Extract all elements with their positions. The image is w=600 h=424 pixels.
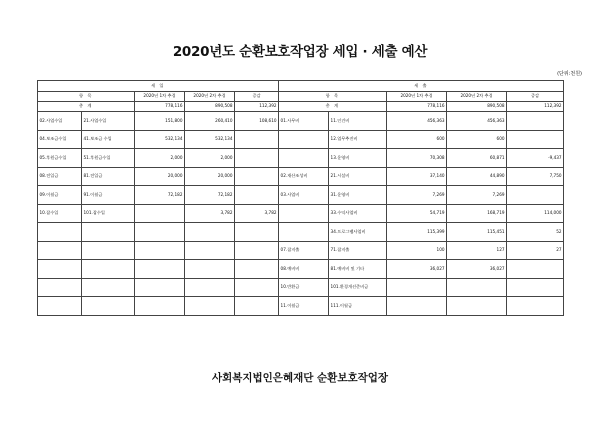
document-title: 2020년도 순환보호작업장 세입 · 세출 예산 — [172, 44, 428, 60]
expenditure-hang: 31.운영비 — [329, 186, 387, 205]
expenditure-gwan — [279, 223, 329, 242]
table-row — [38, 112, 564, 131]
expenditure-second: 60,871 — [447, 149, 507, 168]
revenue-change — [235, 167, 279, 186]
expenditure-change: -9,437 — [507, 149, 564, 168]
expenditure-gwan — [279, 130, 329, 149]
blank-cell — [38, 260, 82, 279]
table-row — [38, 186, 564, 205]
blank-cell — [185, 223, 235, 242]
revenue-total-change: 112,392 — [235, 102, 279, 112]
blank-cell — [235, 297, 279, 316]
expenditure-gwan: 10.반환금 — [279, 278, 329, 297]
expenditure-first: 600 — [387, 130, 447, 149]
expenditure-total-change: 112,392 — [507, 102, 564, 112]
expenditure-hang: 21.시설비 — [329, 167, 387, 186]
revenue-change-header: 증감 — [235, 92, 279, 102]
table-row — [38, 223, 564, 242]
revenue-first: 72,182 — [135, 186, 185, 205]
expenditure-change: 27 — [507, 241, 564, 260]
blank-cell — [235, 260, 279, 279]
expenditure-change: 7,750 — [507, 167, 564, 186]
expenditure-second: 456,363 — [447, 112, 507, 131]
expenditure-first: 37,140 — [387, 167, 447, 186]
table-row — [38, 130, 564, 149]
revenue-change: 3,782 — [235, 204, 279, 223]
expenditure-second: 44,890 — [447, 167, 507, 186]
revenue-first: 532,134 — [135, 130, 185, 149]
blank-cell — [235, 223, 279, 242]
blank-cell — [38, 223, 82, 242]
expenditure-gwan: 01.사무비 — [279, 112, 329, 131]
expenditure-gwan: 02.재산조성비 — [279, 167, 329, 186]
expenditure-section-header: 세 출 — [279, 81, 564, 92]
expenditure-second: 168,719 — [447, 204, 507, 223]
table-row — [38, 278, 564, 297]
expenditure-gwan: 11.이월금 — [279, 297, 329, 316]
blank-cell — [82, 223, 135, 242]
revenue-gwan: 10.잡수입 — [38, 204, 82, 223]
revenue-gwan: 09.이월금 — [38, 186, 82, 205]
expenditure-second: 7,269 — [447, 186, 507, 205]
expenditure-first: 115,399 — [387, 223, 447, 242]
blank-cell — [135, 241, 185, 260]
expenditure-first — [387, 297, 447, 316]
expenditure-change — [507, 112, 564, 131]
revenue-item-header: 항 목 — [38, 92, 135, 102]
revenue-section-header: 세 입 — [38, 81, 279, 92]
revenue-second: 2,000 — [185, 149, 235, 168]
expenditure-first: 456,363 — [387, 112, 447, 131]
expenditure-hang: 101.환경개선준비금 — [329, 278, 387, 297]
organization-name: 사회복지법인은혜재단 순환보호작업장 — [211, 372, 389, 384]
revenue-total-label: 총 계 — [38, 102, 135, 112]
expenditure-total-label: 총 계 — [279, 102, 387, 112]
revenue-change: 108,610 — [235, 112, 279, 131]
expenditure-change — [507, 130, 564, 149]
blank-cell — [38, 241, 82, 260]
blank-cell — [185, 241, 235, 260]
expenditure-total-second: 890,508 — [447, 102, 507, 112]
expenditure-second: 36,027 — [447, 260, 507, 279]
revenue-change — [235, 186, 279, 205]
revenue-gwan: 04.보조금수입 — [38, 130, 82, 149]
blank-cell — [135, 278, 185, 297]
expenditure-first-header: 2020년 1차 추경 — [387, 92, 447, 102]
expenditure-change — [507, 278, 564, 297]
expenditure-hang: 111.이월금 — [329, 297, 387, 316]
blank-cell — [235, 241, 279, 260]
blank-cell — [135, 223, 185, 242]
blank-cell — [185, 297, 235, 316]
expenditure-first: 70,308 — [387, 149, 447, 168]
expenditure-gwan — [279, 149, 329, 168]
table-row — [38, 241, 564, 260]
table-row — [38, 297, 564, 316]
expenditure-first — [387, 278, 447, 297]
blank-cell — [135, 260, 185, 279]
revenue-first-header: 2020년 1차 추경 — [135, 92, 185, 102]
expenditure-item-header: 항 목 — [279, 92, 387, 102]
table-row — [38, 260, 564, 279]
expenditure-hang: 34.프로그램사업비 — [329, 223, 387, 242]
blank-cell — [38, 297, 82, 316]
table-row — [38, 149, 564, 168]
expenditure-change — [507, 186, 564, 205]
expenditure-hang: 71.잡지출 — [329, 241, 387, 260]
revenue-second: 72,182 — [185, 186, 235, 205]
expenditure-hang: 13.운영비 — [329, 149, 387, 168]
expenditure-hang: 12.업무추진비 — [329, 130, 387, 149]
blank-cell — [38, 278, 82, 297]
revenue-second: 20,000 — [185, 167, 235, 186]
blank-cell — [185, 260, 235, 279]
expenditure-change — [507, 260, 564, 279]
revenue-gwan: 05.후원금수입 — [38, 149, 82, 168]
revenue-hang: 21.사업수입 — [82, 112, 135, 131]
expenditure-change-header: 증감 — [507, 92, 564, 102]
revenue-change — [235, 130, 279, 149]
expenditure-hang: 81.예비비 및 기타 — [329, 260, 387, 279]
expenditure-change: 52 — [507, 223, 564, 242]
budget-table — [37, 80, 564, 316]
expenditure-gwan: 07.잡지출 — [279, 241, 329, 260]
expenditure-first: 100 — [387, 241, 447, 260]
expenditure-gwan: 03.사업비 — [279, 186, 329, 205]
expenditure-second: 600 — [447, 130, 507, 149]
revenue-hang: 91.이월금 — [82, 186, 135, 205]
revenue-gwan: 08.전입금 — [38, 167, 82, 186]
expenditure-second-header: 2020년 2차 추경 — [447, 92, 507, 102]
blank-cell — [82, 260, 135, 279]
revenue-first: 151,800 — [135, 112, 185, 131]
revenue-hang: 41.보조금 수입 — [82, 130, 135, 149]
blank-cell — [82, 278, 135, 297]
revenue-hang: 81.전입금 — [82, 167, 135, 186]
expenditure-hang: 33.수익사업비 — [329, 204, 387, 223]
table-row — [38, 204, 564, 223]
expenditure-change: 114,000 — [507, 204, 564, 223]
revenue-total-second: 890,508 — [185, 102, 235, 112]
expenditure-second: 127 — [447, 241, 507, 260]
blank-cell — [135, 297, 185, 316]
revenue-second: 260,410 — [185, 112, 235, 131]
expenditure-second: 115,451 — [447, 223, 507, 242]
revenue-second: 532,134 — [185, 130, 235, 149]
revenue-change — [235, 149, 279, 168]
blank-cell — [82, 297, 135, 316]
revenue-first — [135, 204, 185, 223]
expenditure-second — [447, 297, 507, 316]
table-row — [38, 167, 564, 186]
revenue-hang: 101.잡수입 — [82, 204, 135, 223]
expenditure-first: 7,269 — [387, 186, 447, 205]
unit-label: (단위:천원) — [557, 71, 582, 77]
revenue-total-first: 778,116 — [135, 102, 185, 112]
revenue-second-header: 2020년 2차 추경 — [185, 92, 235, 102]
expenditure-change — [507, 297, 564, 316]
blank-cell — [235, 278, 279, 297]
expenditure-second — [447, 278, 507, 297]
revenue-second: 3,782 — [185, 204, 235, 223]
revenue-first: 20,000 — [135, 167, 185, 186]
expenditure-first: 54,719 — [387, 204, 447, 223]
blank-cell — [185, 278, 235, 297]
expenditure-gwan: 08.예비비 — [279, 260, 329, 279]
expenditure-total-first: 778,116 — [387, 102, 447, 112]
revenue-hang: 51.후원금수입 — [82, 149, 135, 168]
revenue-gwan: 02.사업수입 — [38, 112, 82, 131]
expenditure-gwan — [279, 204, 329, 223]
expenditure-hang: 11.인건비 — [329, 112, 387, 131]
revenue-first: 2,000 — [135, 149, 185, 168]
blank-cell — [82, 241, 135, 260]
expenditure-first: 36,027 — [387, 260, 447, 279]
